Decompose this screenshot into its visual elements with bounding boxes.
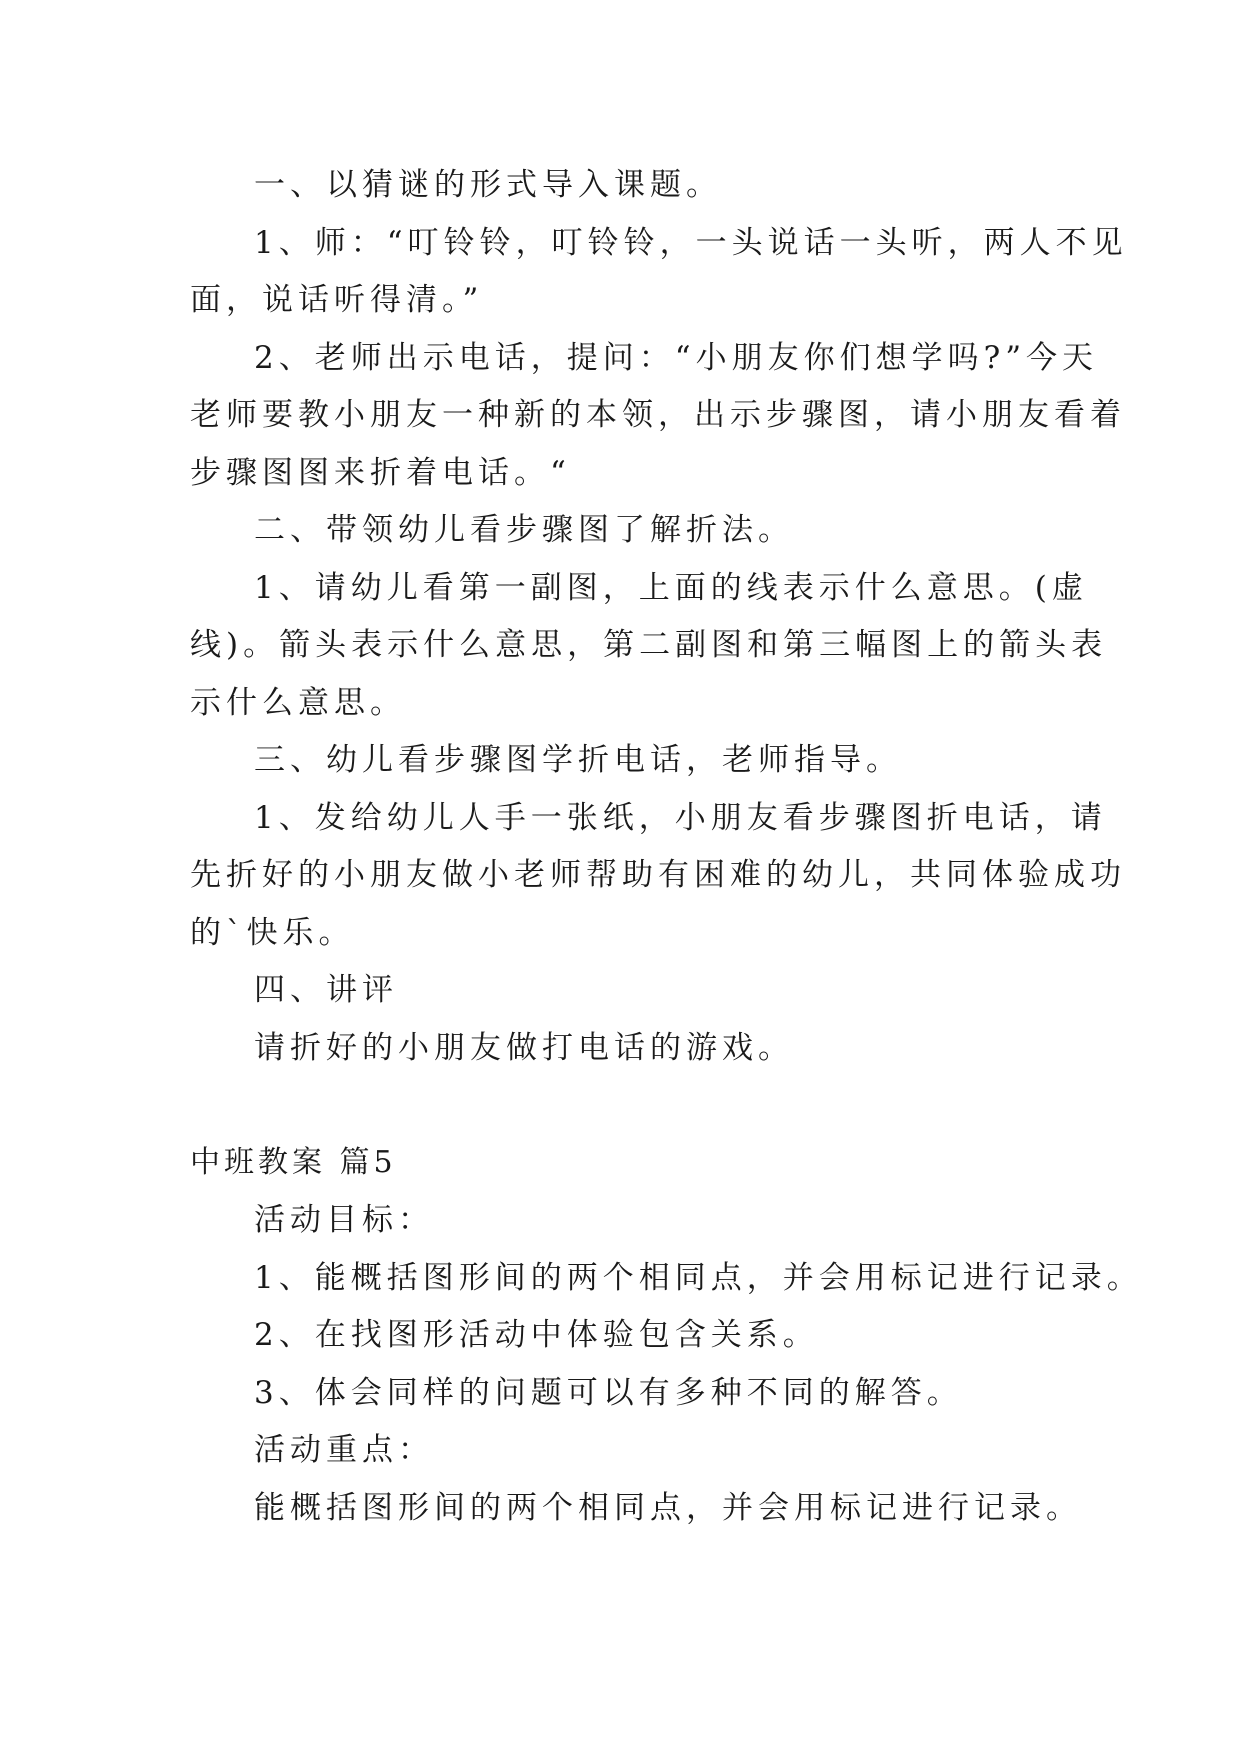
paragraph-line: 2、老师出示电话，提问：“小朋友你们想学吗?”今天 bbox=[254, 340, 1099, 376]
lesson-title: 中班教案 篇5 bbox=[190, 1145, 397, 1180]
list-item: 3、体会同样的问题可以有多种不同的解答。 bbox=[254, 1375, 963, 1411]
list-item: 1、能概括图形间的两个相同点，并会用标记进行记录。 bbox=[254, 1260, 1143, 1296]
paragraph-line: 1、请幼儿看第一副图，上面的线表示什么意思。(虚 bbox=[254, 570, 1088, 606]
section-heading-1: 一、以猜谜的形式导入课题。 bbox=[254, 167, 722, 203]
paragraph-line: 先折好的小朋友做小老师帮助有困难的幼儿，共同体验成功 bbox=[190, 857, 1126, 893]
paragraph-line: 示什么意思。 bbox=[190, 685, 406, 721]
paragraph-line: 请折好的小朋友做打电话的游戏。 bbox=[254, 1030, 794, 1066]
paragraph-line: 老师要教小朋友一种新的本领，出示步骤图，请小朋友看着 bbox=[190, 397, 1126, 433]
section-heading-3: 三、幼儿看步骤图学折电话，老师指导。 bbox=[254, 742, 902, 778]
paragraph-line: 1、师：“叮铃铃，叮铃铃，一头说话一头听，两人不见 bbox=[254, 225, 1128, 261]
paragraph-line: 线)。箭头表示什么意思，第二副图和第三幅图上的箭头表 bbox=[190, 627, 1108, 663]
paragraph-line: 的`快乐。 bbox=[190, 915, 355, 951]
section-heading-4: 四、讲评 bbox=[254, 972, 398, 1008]
section-heading-2: 二、带领幼儿看步骤图了解折法。 bbox=[254, 512, 794, 548]
subheading-goals: 活动目标： bbox=[254, 1202, 434, 1238]
paragraph-line: 步骤图图来折着电话。“ bbox=[190, 455, 571, 491]
paragraph-line: 面，说话听得清。” bbox=[190, 282, 484, 318]
paragraph-line: 1、发给幼儿人手一张纸，小朋友看步骤图折电话，请 bbox=[254, 800, 1107, 836]
paragraph-line: 能概括图形间的两个相同点，并会用标记进行记录。 bbox=[254, 1490, 1082, 1526]
subheading-focus: 活动重点： bbox=[254, 1432, 434, 1468]
list-item: 2、在找图形活动中体验包含关系。 bbox=[254, 1317, 819, 1353]
